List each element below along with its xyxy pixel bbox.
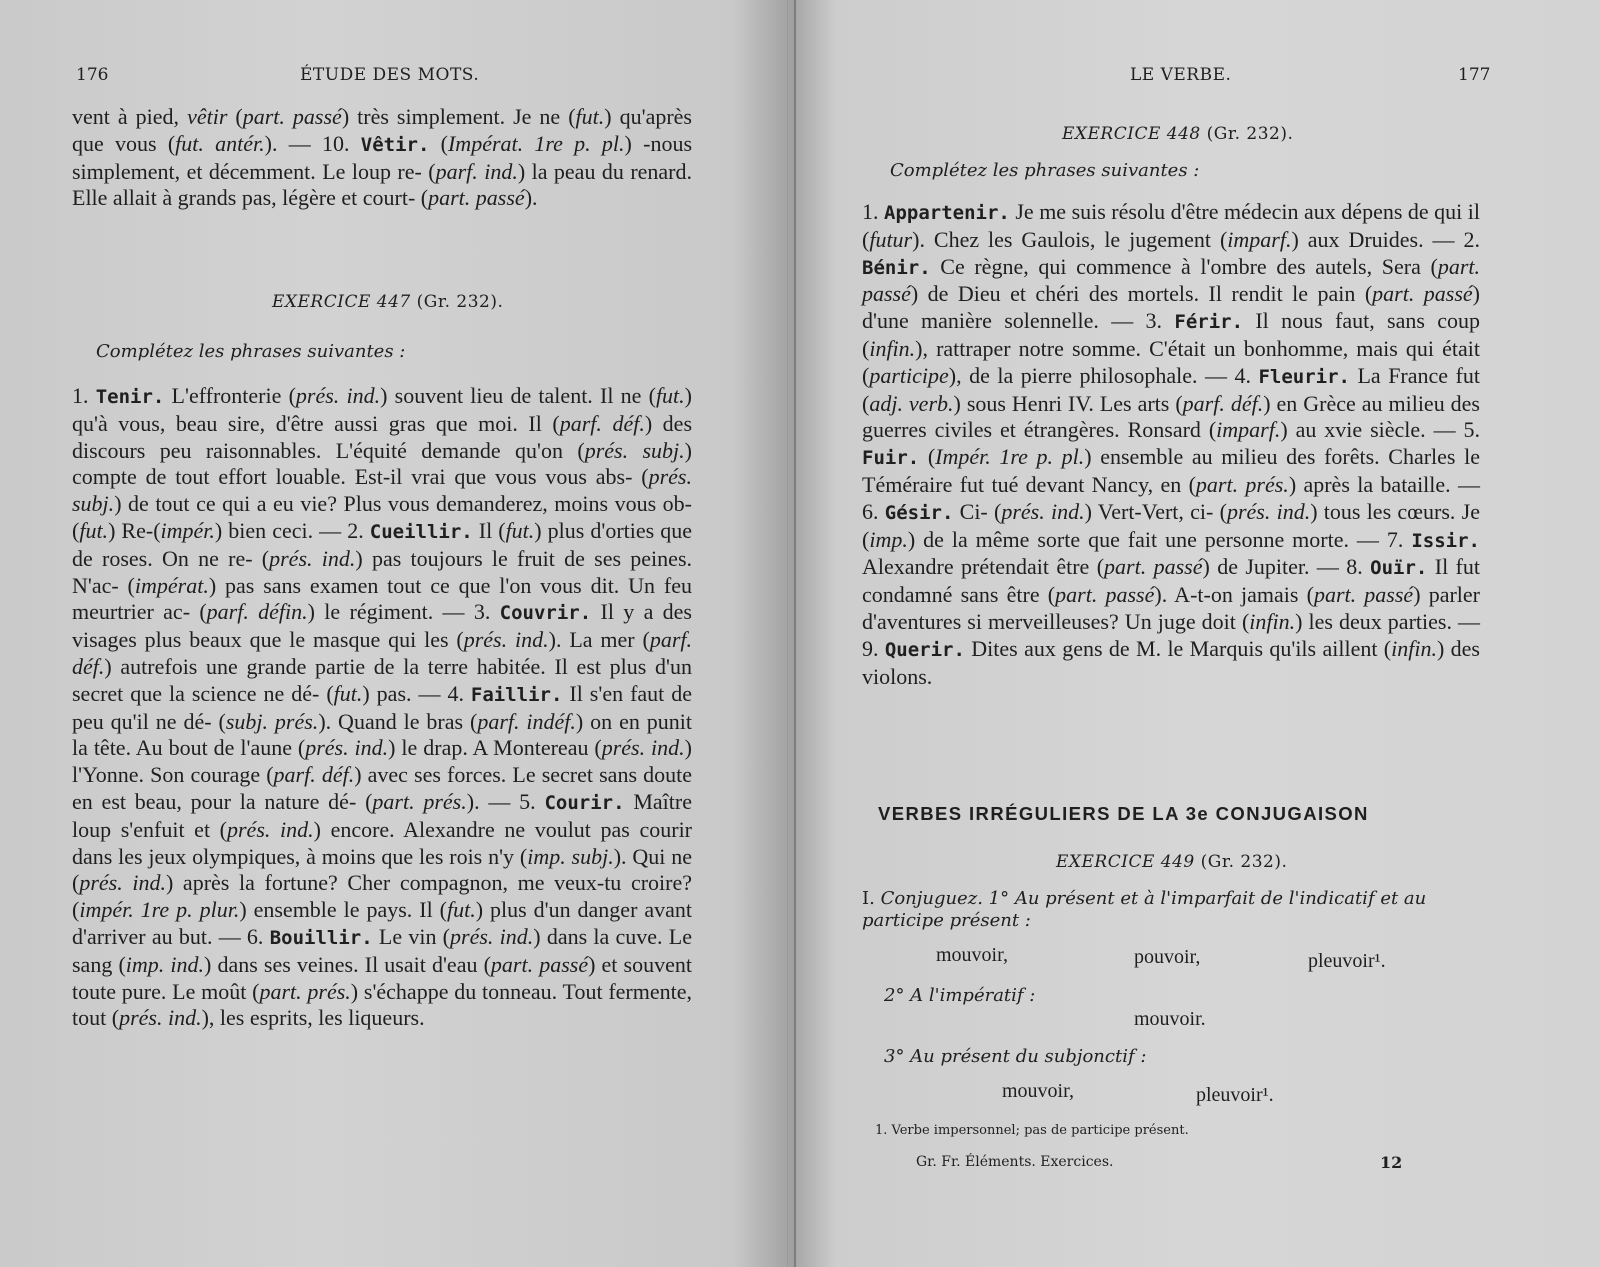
text-run: Ce règne, qui commence à l'ombre des autels, Sera ( (930, 253, 1438, 279)
tense-hint: parf. déf. (273, 762, 355, 788)
text-run: ). — 5. (466, 788, 545, 814)
text-run: ) après la fortune? Cher compagnon, me veux-tu croire? ( (72, 870, 692, 923)
exercise-449-title: EXERCICE 449 (Gr. 232). (1056, 852, 1288, 872)
exercise-447-title: EXERCICE 447 (Gr. 232). (272, 292, 504, 312)
tense-hint: part. passé (1104, 554, 1203, 580)
text-run: ) le drap. A Montereau ( (388, 735, 602, 761)
text-run: ) pas. — 4. (362, 680, 471, 706)
verb-heading: Bénir. (862, 256, 931, 279)
conj-item: pleuvoir¹. (1196, 1084, 1274, 1106)
text-run: 1. (862, 199, 885, 224)
footer-text: Gr. Fr. Éléments. Exercices. (916, 1154, 1114, 1170)
text-run: ). Qui ne ( (72, 843, 692, 896)
tense-hint: parf. déf. (559, 410, 645, 436)
tense-hint: infin. (869, 335, 916, 361)
tense-hint: part. prés. (259, 978, 351, 1004)
text-run: ). Chez les Gaulois, le jugement ( (912, 226, 1228, 252)
verb-heading: Cueillir. (369, 520, 473, 543)
tense-hint: parf. indéf. (477, 708, 576, 734)
text-run: ) des violons. (862, 635, 1480, 689)
text-run: ( (919, 444, 936, 470)
text-run: Il ( (472, 517, 506, 543)
exercise-448-body (862, 199, 1480, 690)
exercise-449-instruction: I. Conjuguez. 1° Au présent et à l'imparfait de l'indicatif et au participe présent : (862, 888, 1427, 931)
text-run: Le vin ( (372, 923, 451, 949)
text-run: Dites aux gens de M. le Marquis qu'ils aillent ( (964, 635, 1392, 661)
tense-hint: prés. ind. (1226, 498, 1311, 524)
tense-hint: Impér. 1re p. pl. (935, 444, 1085, 470)
text-run: ) Re-( (108, 517, 161, 543)
tense-hint: part. passé (862, 253, 1480, 307)
text-run: ) pas sans examen tout ce que l'on vous dit. Un feu meurtrier ac- ( (72, 572, 692, 625)
text-run: ) Vert-Vert, ci- ( (1084, 498, 1227, 524)
verb-heading: Couvrir. (499, 602, 592, 625)
verb-heading: Fleurir. (1258, 365, 1350, 388)
text-run: ) sous Henri IV. Les arts ( (953, 390, 1183, 416)
tense-hint: parf. déf. (72, 627, 693, 679)
tense-hint: participe (869, 362, 949, 388)
conj-item: mouvoir, (936, 944, 1008, 966)
verb-heading: Férir. (1174, 311, 1244, 334)
text-run: ) plus d'un danger avant d'arriver au but. — 6. (72, 897, 692, 949)
conj-item: pleuvoir¹. (1308, 950, 1386, 972)
gutter-shadow (787, 0, 788, 1267)
text-run: ) souvent lieu de talent. Il ne ( (380, 383, 656, 408)
text-run: ) d'une manière solennelle. — 3. (862, 281, 1480, 334)
text-run: ) compte de tout effort louable. Est-il vrai que vous vous abs- ( (72, 437, 692, 490)
tense-hint: part. passé (1055, 582, 1155, 608)
text-run: ) plus d'orties que de roses. On ne re- ( (72, 517, 693, 571)
tense-hint: prés. ind. (269, 545, 356, 571)
section-heading: VERBES IRRÉGULIERS DE LA 3e CONJUGAISON (878, 803, 1369, 824)
text-run: ) le régiment. — 3. (307, 599, 500, 625)
text-run: ) autrefois une grande partie de la terre habitée. Il est plus d'un secret que la science ne dé- ( (72, 653, 692, 706)
text-run: ) de tout ce qui a eu vie? Plus vous demanderez, moins vous ob- ( (72, 491, 692, 543)
tense-hint: fut. (505, 517, 535, 543)
verb-heading: Courir. (544, 791, 625, 814)
text-run: ) tous les cœurs. Je ( (862, 498, 1480, 552)
tense-hint: fut. (655, 383, 685, 408)
conj-item: pouvoir, (1134, 946, 1201, 968)
text-run: ) encore. Alexandre ne voulut pas courir dans les jeux olympiques, à moins que les rois n'y ( (72, 816, 693, 869)
tense-hint: prés. ind. (119, 1005, 202, 1031)
verb-heading: Ouïr. (1370, 557, 1428, 580)
tense-hint: imparf. (1227, 226, 1292, 252)
tense-hint: adj. verb. (869, 390, 954, 416)
tense-hint: fut. (333, 680, 363, 706)
exercise-447-instruction: Complétez les phrases suivantes : (96, 341, 406, 362)
text-run: ) dans ses veines. Il usait d'eau ( (204, 951, 491, 977)
tense-hint: subj. prés. (225, 708, 319, 734)
footnote: 1. Verbe impersonnel; pas de participe présent. (875, 1123, 1189, 1138)
text-run: ) aux Druides. — 2. (1291, 226, 1480, 252)
running-head-right: LE VERBE. (1130, 65, 1232, 85)
tense-hint: prés. ind. (601, 735, 685, 761)
text-run: L'effronterie ( (164, 383, 296, 408)
tense-hint: prés. ind. (1001, 498, 1085, 524)
text-run: ) de Jupiter. — 8. (1202, 554, 1371, 580)
tense-hint: parf. défin. (206, 599, 308, 625)
tense-hint: part. passé (490, 951, 589, 977)
conj-item-2-label: 2° A l'impératif : (884, 985, 1036, 1006)
text-run: Il fut condamné sans être ( (862, 554, 1481, 608)
text-run: ) de Dieu et chéri des mortels. Il rendit le pain ( (910, 281, 1373, 307)
conj-item: mouvoir, (1002, 1080, 1074, 1102)
tense-hint: impérat. (134, 572, 209, 598)
text-run: ) pas toujours le fruit de ses peines. N'ac- ( (72, 545, 692, 598)
conj-item: mouvoir. (1134, 1008, 1206, 1030)
tense-hint: futur (869, 226, 913, 252)
tense-hint: impér. (160, 517, 215, 543)
exercise-448-title: EXERCICE 448 (Gr. 232). (1062, 124, 1294, 144)
text-run: ). A-t-on jamais ( (1154, 582, 1314, 608)
exercise-448-instruction: Complétez les phrases suivantes : (890, 160, 1200, 181)
tense-hint: prés. ind. (463, 627, 549, 653)
tense-hint: imp. (869, 526, 908, 552)
exercise-447-body (72, 383, 692, 1032)
text-run: ) qu'à vous, beau sire, d'être aussi gras que moi. Il ( (72, 383, 692, 436)
text-run: 1. (72, 383, 96, 408)
tense-hint: imparf. (1216, 417, 1281, 443)
verb-heading: Gésir. (884, 501, 954, 524)
tense-hint: prés. subj. (584, 437, 685, 463)
verb-heading: Tenir. (95, 386, 165, 408)
text-run: ) dans la cuve. Le sang ( (72, 923, 692, 977)
text-run: Il y a des visages plus beaux que le masque qui les ( (72, 599, 692, 653)
conj-item-3-label: 3° Au présent du subjonctif : (884, 1046, 1147, 1067)
text-run: Je me suis résolu d'être médecin aux dépens de qui il ( (862, 199, 1480, 252)
tense-hint: prés. ind. (295, 383, 381, 408)
text-run: ) au xvie siècle. — 5. (1280, 417, 1480, 443)
tense-hint: parf. déf. (1182, 390, 1264, 416)
signature-number: 12 (1380, 1153, 1403, 1172)
text-run: ) l'Yonne. Son courage ( (72, 735, 692, 788)
running-head-left: ÉTUDE DES MOTS. (300, 65, 480, 85)
text-run: ), rattraper notre somme. C'était un bonhomme, mais qui était ( (862, 335, 1480, 388)
text-run: ) bien ceci. — 2. (214, 517, 370, 543)
tense-hint: part. prés. (372, 788, 467, 814)
text-run: ) en Grèce au milieu des guerres civiles et étrangères. Ronsard ( (862, 390, 1480, 443)
text-run: ) et souvent toute pure. Le moût ( (72, 951, 692, 1004)
text-run: ) de la même sorte que fait une personne morte. — 7. (907, 526, 1412, 552)
carry-over-paragraph: vent à pied, vêtir (part. passé) très simplement. Je ne (fut.) qu'après que vous (fut. antér.). — 10. Vêtir. (Impérat. 1re p. pl.) -nous simplement, et décemment. Le loup re- (parf. ind.) la peau du renard. Elle allait à grands pas, légère et court- (part. passé). (72, 104, 693, 211)
text-run: Il nous faut, sans coup ( (862, 308, 1481, 361)
text-run: ), les esprits, les liqueurs. (201, 1005, 425, 1031)
text-run: ) les deux parties. — 9. (862, 608, 1481, 661)
text-run: ). Quand le bras ( (318, 708, 478, 734)
text-run: La France fut ( (862, 362, 1480, 416)
page-number-left: 176 (76, 65, 109, 85)
text-run: Alexandre prétendait être ( (862, 554, 1105, 580)
tense-hint: part. passé (1313, 582, 1414, 608)
tense-hint: prés. ind. (79, 870, 166, 896)
tense-hint: prés. subj. (72, 464, 692, 517)
tense-hint: prés. ind. (450, 923, 534, 949)
text-run: Ci- ( (953, 498, 1002, 524)
text-run: ) s'échappe du tonneau. Tout fermente, tout ( (72, 978, 692, 1031)
tense-hint: fut. (446, 897, 476, 923)
tense-hint: imp. subj. (527, 843, 614, 869)
text-run: ) ensemble le pays. Il ( (239, 897, 447, 923)
text-run: ) avec ses forces. Le secret sans doute en est beau, pour la nature dé- ( (72, 762, 692, 814)
tense-hint: part. prés. (1195, 471, 1289, 497)
verb-heading: Querir. (884, 638, 965, 661)
tense-hint: impér. 1re p. plur. (79, 897, 240, 923)
tense-hint: infin. (1391, 635, 1437, 661)
verb-heading: Issir. (1411, 529, 1480, 552)
tense-hint: prés. ind. (227, 816, 314, 842)
text-run: ) des discours peu raisonnables. L'équité demande qu'on ( (72, 410, 693, 463)
tense-hint: infin. (1249, 608, 1296, 634)
text-run: Il s'en faut de peu qu'il ne dé- ( (72, 680, 692, 734)
text-run: ). La mer ( (548, 627, 650, 653)
text-run: ), de la pierre philosophale. — 4. (948, 362, 1259, 388)
verb-heading: Fuir. (862, 447, 920, 470)
text-run: ) ensemble au milieu des forêts. Charles le Téméraire fut tué devant Nancy, en ( (862, 444, 1480, 497)
verb-heading: Faillir. (470, 683, 563, 706)
page-number-right: 177 (1458, 65, 1491, 85)
text-run: Maître loup s'enfuit et ( (72, 788, 692, 842)
tense-hint: part. passé (1372, 281, 1473, 307)
tense-hint: fut. (79, 517, 109, 543)
left-page (0, 0, 796, 1267)
verb-heading: Bouillir. (269, 926, 373, 949)
verb-heading: Appartenir. (884, 202, 1010, 224)
tense-hint: prés. ind. (305, 735, 389, 761)
text-run: ) on en punit la tête. Au bout de l'aune ( (72, 708, 692, 761)
text-run: ) parler d'aventures si merveilleuses? Un juge doit ( (862, 582, 1481, 634)
text-run: ) après la bataille. — 6. (862, 471, 1480, 524)
tense-hint: imp. ind. (125, 951, 205, 977)
